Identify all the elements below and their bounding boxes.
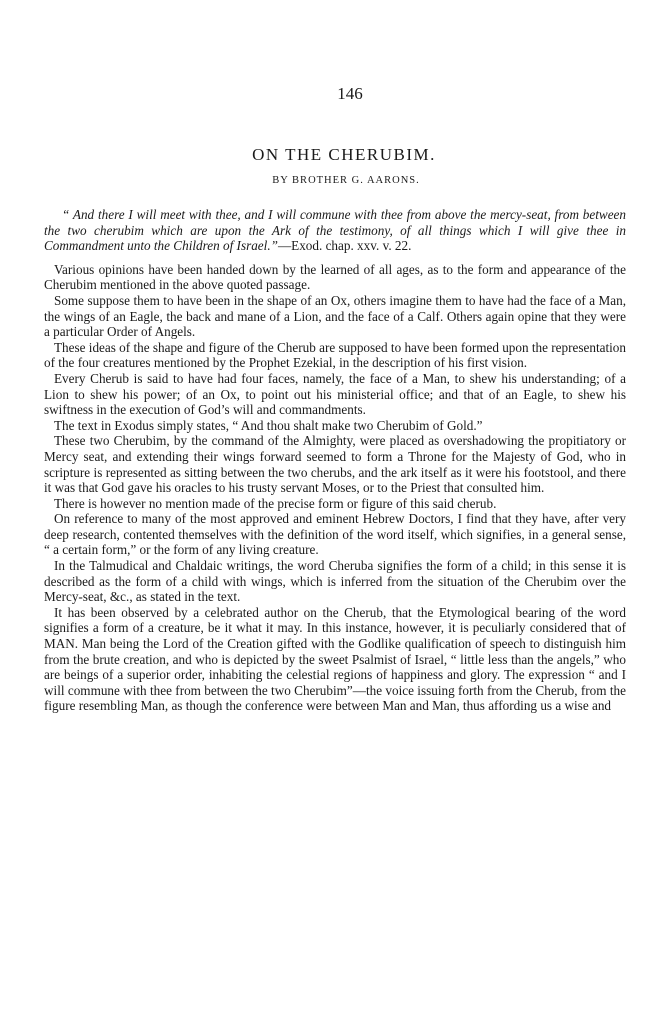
paragraph: Some suppose them to have been in the shape of an Ox, others imagine them to have had the face of a Man, the wings of an Eagle, the back and mane of a Lion, and the face of a Calf. Others again opine that they were a particular Order of Angels. xyxy=(44,292,626,340)
paragraph: There is however no mention made of the precise form or figure of this said cherub. xyxy=(54,495,497,511)
paragraph: In the Talmudical and Chaldaic writings, the word Cheruba signifies the form of a child; in this sense it is described as the form of a child with wings, which is inferred from the situation of the Cherubim over the Mercy-seat, &c., as stated in the text. xyxy=(44,558,626,605)
paragraph: These two Cherubim, by the command of the Almighty, were placed as overshadowing the propitiatory or Mercy seat, and extending their wings forward seemed to form a Throne for the Majesty of God, who in scripture is represented as sitting between the two cherubs, and the ark itself as it were his footstool, and there it was that God gave his oracles to his trusty servant Moses, or to the Priest that consulted him. xyxy=(44,433,626,496)
paragraph: It has been observed by a celebrated author on the Cherub, that the Etymological bearing of the word signifies a form of a creature, be it what it may. In this instance, however, it is peculiarly considered that of MAN. Man being the Lord of the Creation gifted with the Godlike qualification of speech to distinguish him from the brute creation, and who is depicted by the sweet Psalmist of Israel, “ little less than the angels,” who are beings of a superior order, inhabiting the celestial regions of happiness and glory. The expression “ and I will commune with thee from between the two Cherubim”—the voice issuing forth from the Cherub, from the figure resembling Man, as though the conference were between Man and Man, thus affording us a wise and xyxy=(44,604,626,714)
paragraph: These ideas of the shape and figure of the Cherub are supposed to have been formed upon the representation of the four creatures mentioned by the Prophet Ezekial, in the description of his first vision. xyxy=(44,339,626,371)
epigraph-reference: —Exod. chap. xxv. v. 22. xyxy=(277,238,412,254)
article-body xyxy=(44,207,626,714)
article-byline: BY BROTHER G. AARONS. xyxy=(272,175,420,186)
paragraph: Every Cherub is said to have had four faces, namely, the face of a Man, to shew his understanding; of a Lion to shew his power; of an Ox, to point out his ministerial office; and that of an Eagle, to shew his swiftness in the execution of God’s will and commandments. xyxy=(44,370,626,418)
paragraph: The text in Exodus simply states, “ And thou shalt make two Cherubim of Gold.” xyxy=(54,417,483,433)
epigraph-text: “ And there I will meet with thee, and I will commune with thee from above the mercy-seat, from between the two cherubim which are upon the Ark of the testimony, of all things which I will give thee in Commandment unto the Children of Israel.” xyxy=(44,207,626,254)
paragraph: Various opinions have been handed down by the learned of all ages, as to the form and appearance of the Cherubim mentioned in the above quoted passage. xyxy=(44,261,626,293)
epigraph-quote xyxy=(44,207,626,254)
paragraph: On reference to many of the most approved and eminent Hebrew Doctors, I find that they have, after very deep research, contented themselves with the definition of the word itself, which signifies, in a general sense, “ a certain form,” or the form of any living creature. xyxy=(44,511,626,558)
article-title: ON THE CHERUBIM. xyxy=(252,145,436,164)
page-number: 146 xyxy=(337,84,363,103)
